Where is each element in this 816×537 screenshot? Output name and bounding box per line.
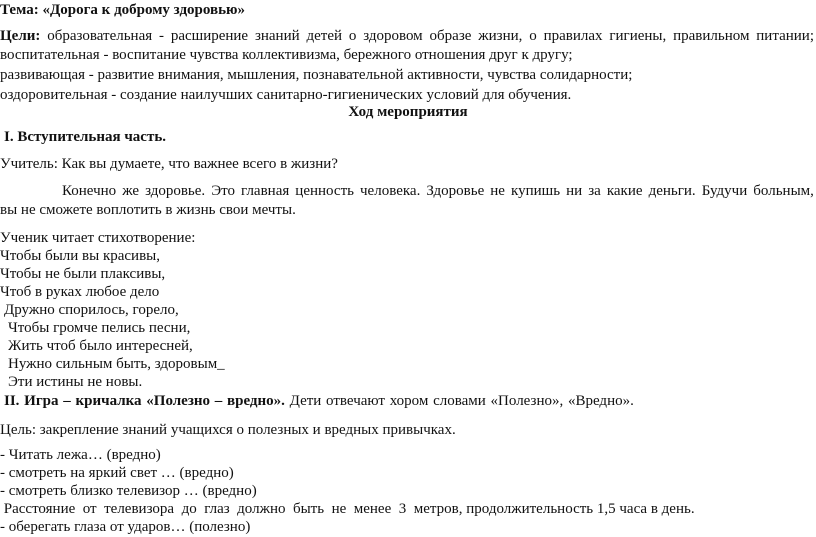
topic-line — [0, 1, 245, 19]
answer-word: Это — [211, 183, 235, 199]
section-1-title: I. Вступительная часть. — [4, 129, 167, 145]
teacher-question: Учитель: Как вы думаете, что важнее всего в жизни? — [0, 156, 338, 172]
answer-word: купишь — [511, 183, 561, 199]
topic-title: «Дорога к доброму здоровью» — [42, 2, 245, 18]
list-item: - смотреть близко телевизор … (вредно) — [0, 483, 257, 499]
answer-line-1 — [0, 182, 814, 200]
goals-word: - — [158, 28, 164, 44]
poem-intro: Ученик читает стихотворение: — [0, 230, 196, 246]
poem-line: Эти истины не новы. — [8, 374, 143, 390]
answer-word: здоровье. — [145, 183, 206, 199]
answer-word: Здоровье — [426, 183, 485, 199]
poem-line: Жить чтоб было интересней, — [8, 338, 193, 354]
topic-label: Тема: — [0, 2, 39, 18]
list-item: - Читать лежа… (вредно) — [0, 447, 161, 463]
course-title: Ход мероприятия — [348, 104, 468, 120]
list-item: Расстояние от телевизора до глаз должно быть не менее 3 метров, продолжительность 1,5 часа в день. — [0, 501, 695, 517]
answer-word: какие — [606, 183, 643, 199]
goals-word: о — [348, 28, 357, 44]
goals-word: детей — [306, 28, 343, 44]
goals-line-1 — [0, 27, 814, 45]
poem-line: Нужно сильным быть, здоровым_ — [8, 356, 225, 372]
goals-line-4: оздоровительная - создание наилучших санитарно-гигиенических условий для обучения. — [0, 87, 572, 103]
section-2-goal: Цель: закрепление знаний учащихся о полезных и вредных привычках. — [0, 422, 456, 438]
answer-word: Будучи — [701, 183, 748, 199]
section-2-instruction: Дети отвечают хором словами «Полезно», «Вредно». — [289, 393, 634, 409]
answer-word: больным, — [753, 183, 814, 199]
answer-word: не — [490, 183, 505, 199]
answer-word: Конечно — [62, 183, 117, 199]
poem-line: Чтобы не были плаксивы, — [0, 266, 166, 282]
answer-line-2: вы не сможете воплотить в жизнь свои мечты. — [0, 202, 296, 218]
goals-word: питании; — [756, 28, 814, 44]
goals-word: жизни, — [478, 28, 523, 44]
answer-word: ценность — [295, 183, 354, 199]
list-item: - оберегать глаза от ударов… (полезно) — [0, 519, 251, 535]
answer-word: деньги. — [648, 183, 696, 199]
goals-word: правильном — [673, 28, 750, 44]
section-2-title: II. Игра – кричалка «Полезно – вредно». — [4, 393, 285, 409]
goals-word: здоровом — [363, 28, 423, 44]
goals-word: о — [529, 28, 537, 44]
section-2-line — [4, 392, 634, 410]
poem-line: Чтобы были вы красивы, — [0, 248, 160, 264]
answer-word: человека. — [360, 183, 421, 199]
poem-line: Чтоб в руках любое дело — [0, 284, 160, 300]
goals-line-2: воспитательная - воспитание чувства коллективизма, бережного отношения друг к другу; — [0, 47, 573, 63]
goals-word: гигиены, — [609, 28, 667, 44]
answer-word: главная — [241, 183, 290, 199]
answer-word: за — [588, 183, 601, 199]
goals-word: образе — [429, 28, 472, 44]
answer-word: ни — [566, 183, 583, 199]
list-item: - смотреть на яркий свет … (вредно) — [0, 465, 234, 481]
answer-word: же — [122, 183, 140, 199]
goals-word: знаний — [254, 28, 300, 44]
goals-word: образовательная — [47, 28, 153, 44]
poem-line: Дружно спорилось, горело, — [4, 302, 179, 318]
goals-word: расширение — [170, 28, 249, 44]
poem-line: Чтобы громче пелись песни, — [8, 320, 191, 336]
goals-word: правилах — [543, 28, 603, 44]
goals-line-3: развивающая - развитие внимания, мышления, познавательной активности, чувства солидарности; — [0, 67, 633, 83]
goals-label: Цели: — [0, 28, 41, 44]
